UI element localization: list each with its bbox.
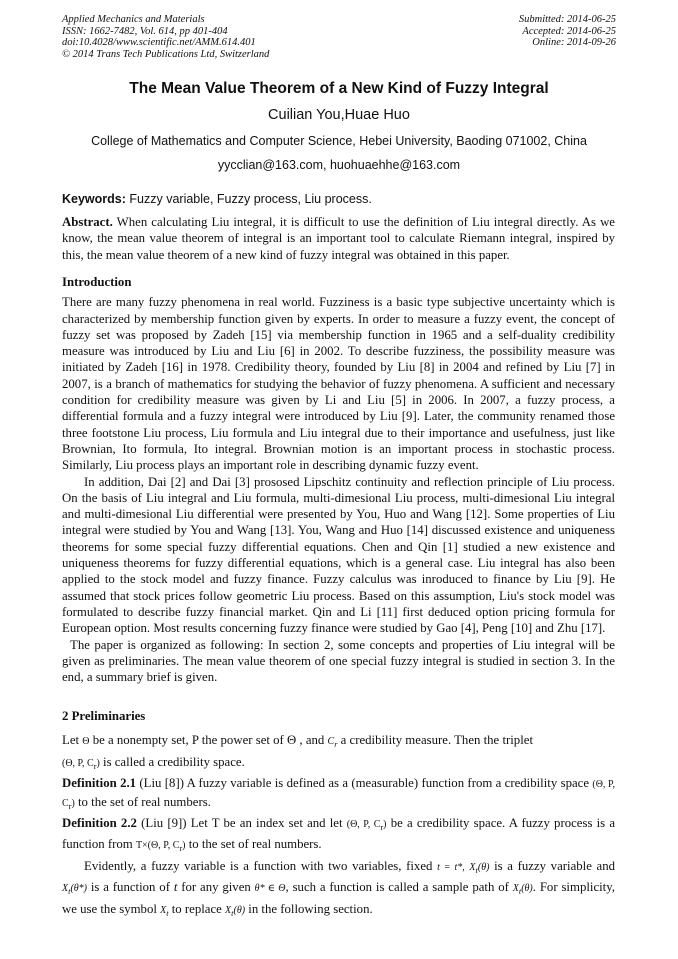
author-emails: yycclian@163.com, huohuaehhe@163.com xyxy=(217,158,461,172)
prelim-line-2: (Θ, P, $C_r$) is called a credibility space. xyxy=(62,754,245,771)
abstract xyxy=(62,214,615,263)
credibility-symbol: $C_r$ xyxy=(327,736,338,750)
definition-2-1: Definition 2.1 (Liu [8]) A fuzzy variable is defined as a (measurable) function from a credibility space (Θ, P, $C_r$) to the set of real numbers. xyxy=(62,776,615,811)
paper-authors: Cuilian You,Huae Huo xyxy=(268,107,410,123)
definition-2-2-label: Definition 2.2 xyxy=(62,816,137,831)
submitted-date: Submitted: 2014-06-25 xyxy=(518,14,616,25)
introduction-heading: Introduction xyxy=(62,275,132,289)
abstract-label: Abstract. xyxy=(62,215,113,229)
journal-name: Applied Mechanics and Materials xyxy=(62,14,205,25)
keywords-line xyxy=(62,192,372,206)
keywords-label: Keywords: xyxy=(62,192,126,206)
journal-header xyxy=(62,14,269,60)
online-date: Online: 2014-09-26 xyxy=(532,37,616,48)
accepted-date: Accepted: 2014-06-25 xyxy=(522,25,616,37)
intro-paragraph-1: There are many fuzzy phenomena in real world. Fuzziness is a basic type subjective uncertainty which is characterized by membership function given by experts. In order to measure a fuzzy event, the concept of fuzzy set was proposed by Zadeh [15] via membership function in 1965 and a self-duality credibility measure was introduced by Liu and Liu [6] in 2002. To describe fuzziness, the possibility measure was initiated by Zadeh [16] in 1978. Credibility theory, founded by Liu [8] in 2004 and refined by Liu [7] in 2007, is a branch of mathematics for studying the behavior of fuzzy phenomena. A sufficient and necessary condition for credibility measure was given by Li and Liu [5] in 2006. In 2007, a fuzzy process, a differential formula and a fuzzy integral were introduced by Liu [9]. Later, the community renamed those three footstone Liu process, Liu formula and Liu integral due to their importance and usefulness, just like Brownian, Ito formula, Ito integral. Brownian motion is an important process in stochastic process. Similarly, Liu process plays an important role in describing dynamic fuzzy event. xyxy=(62,295,615,473)
evidently-paragraph: Evidently, a fuzzy variable is a function with two variables, fixed t = t*, $X_t(\theta)$ is a fuzzy variable and $X_t(\theta*)$ is a function of t for any given θ* ∈ Θ, such a function is called a sample path of $X_t(\theta)$. For simplicity, we use the symbol $X_t$ to replace $X_t(\theta)$ in the following section. xyxy=(62,858,616,918)
prelim-line-1: Let Θ be a nonempty set, P the power set of Θ , and $C_r$ a credibility measure. Then the triplet xyxy=(62,733,534,750)
intro-paragraph-3: The paper is organized as following: In section 2, some concepts and properties of Liu integral will be given as preliminaries. The mean value theorem of one special fuzzy integral is studied in section 3. In the end, a summary brief is given. xyxy=(62,637,615,685)
abstract-text: When calculating Liu integral, it is difficult to use the definition of Liu integral directly. As we know, the mean value theorem of integral is an important tool to calculate Riemann integral, inspired by this, the mean value theorem of a new kind of fuzzy integral was obtained in this paper. xyxy=(62,215,615,262)
intro-paragraph-2: In addition, Dai [2] and Dai [3] prososed Lipschitz continuity and reflection principle of Liu process. On the basis of Liu integral and Liu formula, multi-dimesional Liu process, multi-dimesional Liu integral and multi-dimesional Liu differential were presented by You, Huo and Wang [12]. Some properties of Liu integral were studied by You and Wang [13]. You, Wang and Huo [14] discussed existence and uniqueness theorems for some special fuzzy differential equations. Chen and Qin [1] studied a new existence and uniqueness theorems for fuzzy differential equations, which is a general case. Liu integral has also been applied to the stock model and fuzzy finance. Fuzzy calculus was inroduced to finance by Liu [9]. He assumed that stock prices follow geometric Liu process. Based on this assumption, Liu's stock model was formulated to describe fuzzy financial market. Qin and Li [11] first deduced option pricing formula for European option. Most results concerning fuzzy finance were studied by Gao [4], Peng [10] and Zhu [17]. xyxy=(62,474,615,636)
preliminaries-heading: 2 Preliminaries xyxy=(62,709,146,723)
dates-header xyxy=(519,14,616,49)
doi-line: doi:10.4028/www.scientific.net/AMM.614.401 xyxy=(62,37,256,48)
paper-title: The Mean Value Theorem of a New Kind of Fuzzy Integral xyxy=(129,80,549,97)
preliminaries-section xyxy=(62,708,615,922)
triplet-symbol: (Θ, P, $C_r$) xyxy=(62,757,100,771)
theta-symbol: Θ xyxy=(82,736,90,748)
issn-line: ISSN: 1662-7482, Vol. 614, pp 401-404 xyxy=(62,25,228,37)
affiliation: College of Mathematics and Computer Science, Hebei University, Baoding 071002, China xyxy=(91,134,587,148)
copyright-line: © 2014 Trans Tech Publications Ltd, Switzerland xyxy=(62,48,270,60)
introduction-section xyxy=(62,274,615,685)
definition-2-2: Definition 2.2 (Liu [9]) Let T be an index set and let (Θ, P, $C_r$) be a credibility space. A fuzzy process is a function from T×(Θ, P, $C_r$) to the set of real numbers. xyxy=(62,816,616,854)
definition-2-1-label: Definition 2.1 xyxy=(62,776,137,791)
keywords-text: Fuzzy variable, Fuzzy process, Liu process. xyxy=(129,192,372,206)
